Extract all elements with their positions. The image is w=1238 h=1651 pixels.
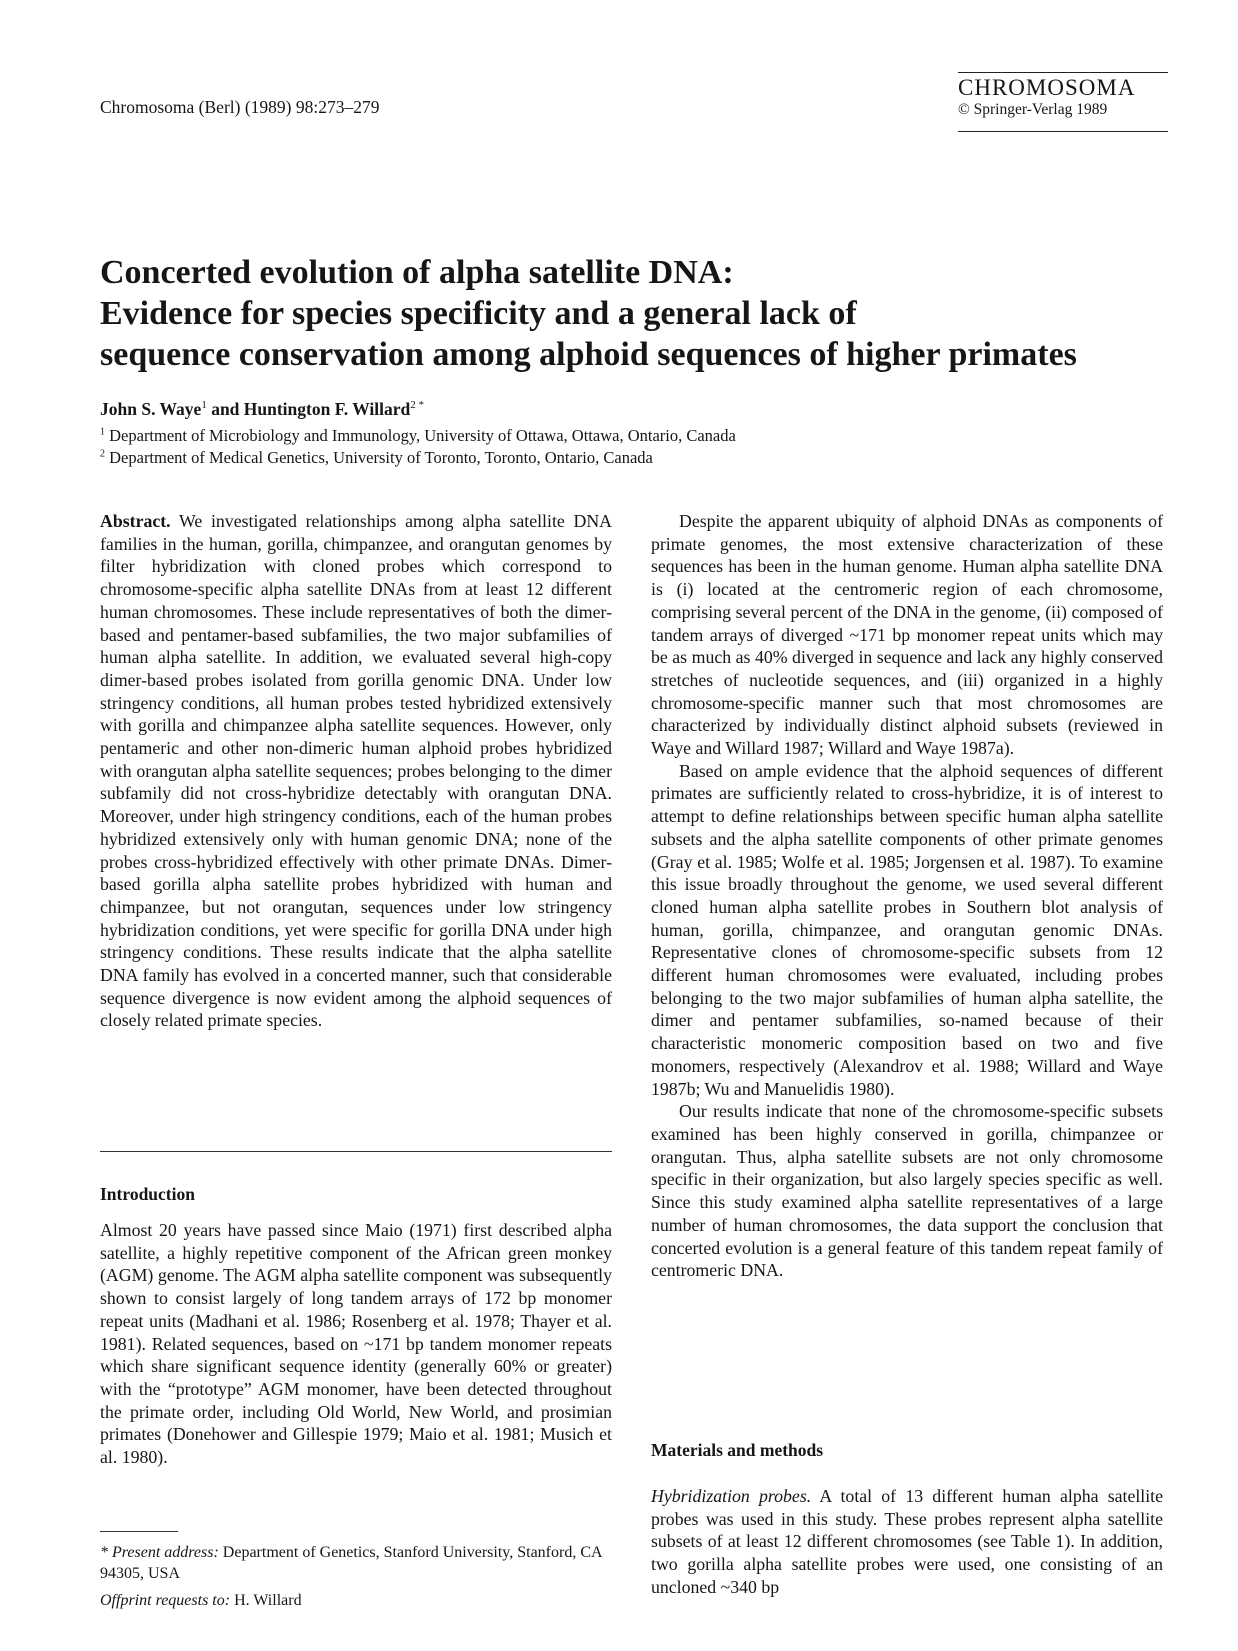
- affiliation: [100, 426, 736, 446]
- title-line: sequence conservation among alphoid sequences of higher primates: [100, 336, 1077, 373]
- offprint-label: Offprint requests to:: [100, 1592, 231, 1609]
- journal-name: CHROMOSOMA: [958, 75, 1136, 100]
- affiliation-number: 2: [100, 448, 105, 460]
- affiliation-text: Department of Microbiology and Immunology, University of Ottawa, Ottawa, Ontario, Canada: [109, 426, 736, 445]
- affiliation-text: Department of Medical Genetics, University of Toronto, Toronto, Ontario, Canada: [109, 448, 653, 467]
- introduction-heading: Introduction: [100, 1184, 195, 1204]
- affiliation: [100, 448, 653, 468]
- abstract: [100, 510, 612, 1032]
- author-conjunction: and: [211, 399, 240, 419]
- footnote-divider: [100, 1531, 178, 1532]
- masthead-top-rule: [958, 72, 1168, 73]
- methods-text: [651, 1485, 1163, 1599]
- offprint-note: [100, 1590, 612, 1611]
- introduction-paragraph: Almost 20 years have passed since Maio (1971) first described alpha satellite, a highly repetitive component of the African green monkey (AGM) genome. The AGM alpha satellite component was subsequently shown to consist largely of long tandem arrays of 172 bp monomer repeat units (Madhani et al. 1986; Rosenberg et al. 1978; Thayer et al. 1981). Related sequences, based on ~171 bp tandem monomer repeats which share significant sequence identity (generally 60% or greater) with the “prototype” AGM monomer, have been detected throughout the primate order, including Old World, New World, and prosimian primates (Donehower and Gillespie 1979; Maio et al. 1981; Musich et al. 1980).: [100, 1220, 612, 1468]
- author-list: [100, 399, 424, 420]
- present-address-text: Department of Genetics, Stanford University, Stanford, CA 94305, USA: [100, 1544, 602, 1582]
- offprint-text: H. Willard: [234, 1592, 302, 1609]
- present-address-label: * Present address:: [100, 1544, 219, 1561]
- article-title: [100, 252, 1180, 375]
- title-line: Evidence for species specificity and a general lack of: [100, 295, 857, 332]
- author-affil-mark: 2 *: [410, 399, 425, 412]
- affiliation-number: 1: [100, 426, 105, 438]
- title-line: Concerted evolution of alpha satellite DNA:: [100, 254, 734, 291]
- body-paragraph: Based on ample evidence that the alphoid sequences of different primates are sufficiently related to cross-hybridize, it is of interest to attempt to define relationships between specific human alpha satellite subsets and the alpha satellite components of other primate genomes (Gray et al. 1985; Wolfe et al. 1985; Jorgensen et al. 1987). To examine this issue broadly throughout the genome, we used several different cloned human alpha satellite probes in Southern blot analysis of human, gorilla, chimpanzee, and orangutan genomic DNAs. Representative clones of chromosome-specific subsets from 12 different human chromosomes were evaluated, including probes belonging to the two major subfamilies of human alpha satellite, the dimer and pentamer subfamilies, so-named because of their characteristic monomeric composition based on two and five monomers, respectively (Alexandrov et al. 1988; Willard and Waye 1987b; Wu and Manuelidis 1980).: [651, 760, 1163, 1099]
- author-affil-mark: 1: [201, 399, 207, 412]
- masthead-bottom-rule: [958, 131, 1168, 132]
- copyright-notice: © Springer-Verlag 1989: [958, 101, 1108, 118]
- methods-heading: Materials and methods: [651, 1440, 824, 1460]
- probes-label: Hybridization probes.: [651, 1486, 812, 1506]
- abstract-label: Abstract.: [100, 511, 171, 531]
- journal-masthead: [958, 72, 1168, 132]
- present-address-note: [100, 1542, 612, 1584]
- right-column-text: [651, 510, 1163, 1282]
- body-paragraph: Despite the apparent ubiquity of alphoid DNAs as components of primate genomes, the most extensive characterization of these sequences has been in the human genome. Human alpha satellite DNA is (i) located at the centromeric region of each chromosome, comprising several percent of the DNA in the genome, (ii) composed of tandem arrays of diverged ~171 bp monomer repeat units which may be as much as 40% diverged in sequence and lack any highly conserved stretches of nucleotide sequences, and (iii) organized in a highly chromosome-specific manner such that most chromosomes are characterized by individually distinct alphoid subsets (reviewed in Waye and Willard 1987; Willard and Waye 1987a).: [651, 511, 1163, 759]
- author-name: Huntington F. Willard: [243, 399, 411, 419]
- probes-text: A total of 13 different human alpha satellite probes was used in this study. These probes represent alpha satellite subsets of at least 12 different chromosomes (see Table 1). In addition, two gorilla alpha satellite probes were used, one consisting of an uncloned ~340 bp: [651, 1486, 1164, 1597]
- body-paragraph: Our results indicate that none of the chromosome-specific subsets examined has been highly conserved in gorilla, chimpanzee or orangutan. Thus, alpha satellite subsets are not only chromosome specific in their organization, but also largely species specific as well. Since this study examined alpha satellite representatives of a large number of human chromosomes, the data support the conclusion that concerted evolution is a general feature of this tandem repeat family of centromeric DNA.: [651, 1101, 1163, 1281]
- introduction-text: [100, 1219, 612, 1469]
- journal-citation: Chromosoma (Berl) (1989) 98:273–279: [100, 97, 380, 117]
- section-divider: [100, 1151, 612, 1152]
- abstract-text: We investigated relationships among alpha satellite DNA families in the human, gorilla, chimpanzee, and orangutan genomes by filter hybridization with cloned probes which correspond to chromosome-specific alpha satellite DNAs from at least 12 different human chromosomes. These include representatives of both the dimer-based and pentamer-based subfamilies, the two major subfamilies of human alpha satellite. In addition, we evaluated several high-copy dimer-based probes isolated from gorilla genomic DNA. Under low stringency conditions, all human probes tested hybridized extensively with gorilla and chimpanzee alpha satellite sequences. However, only pentameric and other non-dimeric human alphoid probes hybridized with orangutan alpha satellite sequences; probes belonging to the dimer subfamily did not cross-hybridize detectably with orangutan DNA. Moreover, under high stringency conditions, each of the human probes hybridized extensively only with human genomic DNA; none of the probes cross-hybridized effectively with other primate DNAs. Dimer-based gorilla alpha satellite probes hybridized with human and chimpanzee, but not orangutan, sequences under low stringency hybridization conditions, yet were specific for gorilla DNA under high stringency conditions. These results indicate that the alpha satellite DNA family has evolved in a concerted manner, such that considerable sequence divergence is now evident among the alphoid sequences of closely related primate species.: [100, 511, 613, 1031]
- author-name: John S. Waye: [100, 399, 202, 419]
